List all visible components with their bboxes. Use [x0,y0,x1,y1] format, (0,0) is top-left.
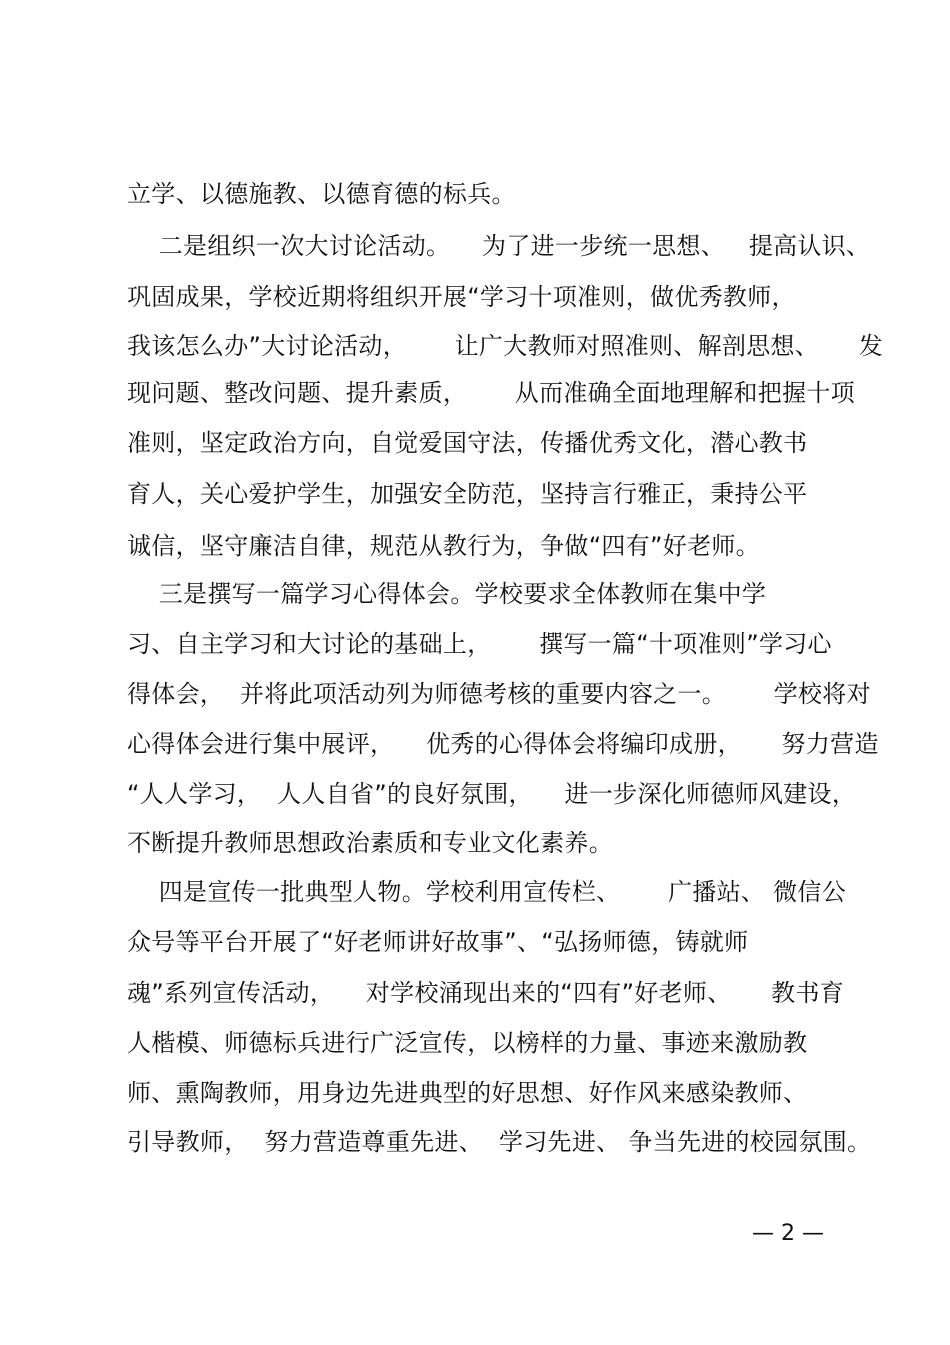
text-line: 魂”系列宣传活动， 对学校涌现出来的“四有”好老师、 教书育 [127,979,845,1007]
text-line: 诚信，坚守廉洁自律，规范从教行为，争做“四有”好老师。 [127,532,760,560]
text-line: 三是撰写一篇学习心得体会。学校要求全体教师在集中学 [127,580,767,608]
text-line: 人楷模、师德标兵进行广泛宣传，以榜样的力量、事迹来激励教 [127,1029,808,1057]
text-line: 立学、以德施教、以德育德的标兵。 [127,180,516,208]
text-line: 我该怎么办”大讨论活动， 让广大教师对照准则、解剖思想、 发 [127,332,884,360]
text-line: 习、自主学习和大讨论的基础上， 撰写一篇“十项准则”学习心 [127,630,832,658]
text-line: 现问题、整改问题、提升素质， 从而准确全面地理解和把握十项 [127,379,855,407]
text-line: “人人学习， 人人自省”的良好氛围， 进一步深化师德师风建设， [127,780,857,808]
text-line: 二是组织一次大讨论活动。 为了进一步统一思想、 提高认识、 [127,232,871,260]
text-line: 心得体会进行集中展评， 优秀的心得体会将编印成册， 努力营造 [127,730,879,758]
text-line: 育人，关心爱护学生，加强安全防范，坚持言行雅正，秉持公平 [127,480,808,508]
text-line: 准则，坚定政治方向，自觉爱国守法，传播优秀文化，潜心教书 [127,429,808,457]
text-line: 四是宣传一批典型人物。学校利用宣传栏、 广播站、 微信公 [127,878,847,906]
text-line: 得体会， 并将此项活动列为师德考核的重要内容之一。 学校将对 [127,680,871,708]
text-line: 师、熏陶教师，用身边先进典型的好思想、好作风来感染教师、 [127,1079,808,1107]
page-number: — 2 — [752,1221,824,1246]
text-line: 引导教师， 努力营造尊重先进、 学习先进、 争当先进的校园氛围。 [127,1128,872,1156]
text-line: 众号等平台开展了“好老师讲好故事”、“弘扬师德，铸就师 [127,928,749,956]
text-line: 巩固成果，学校近期将组织开展“学习十项准则，做优秀教师， [127,283,796,311]
text-line: 不断提升教师思想政治素质和专业文化素养。 [127,829,613,857]
